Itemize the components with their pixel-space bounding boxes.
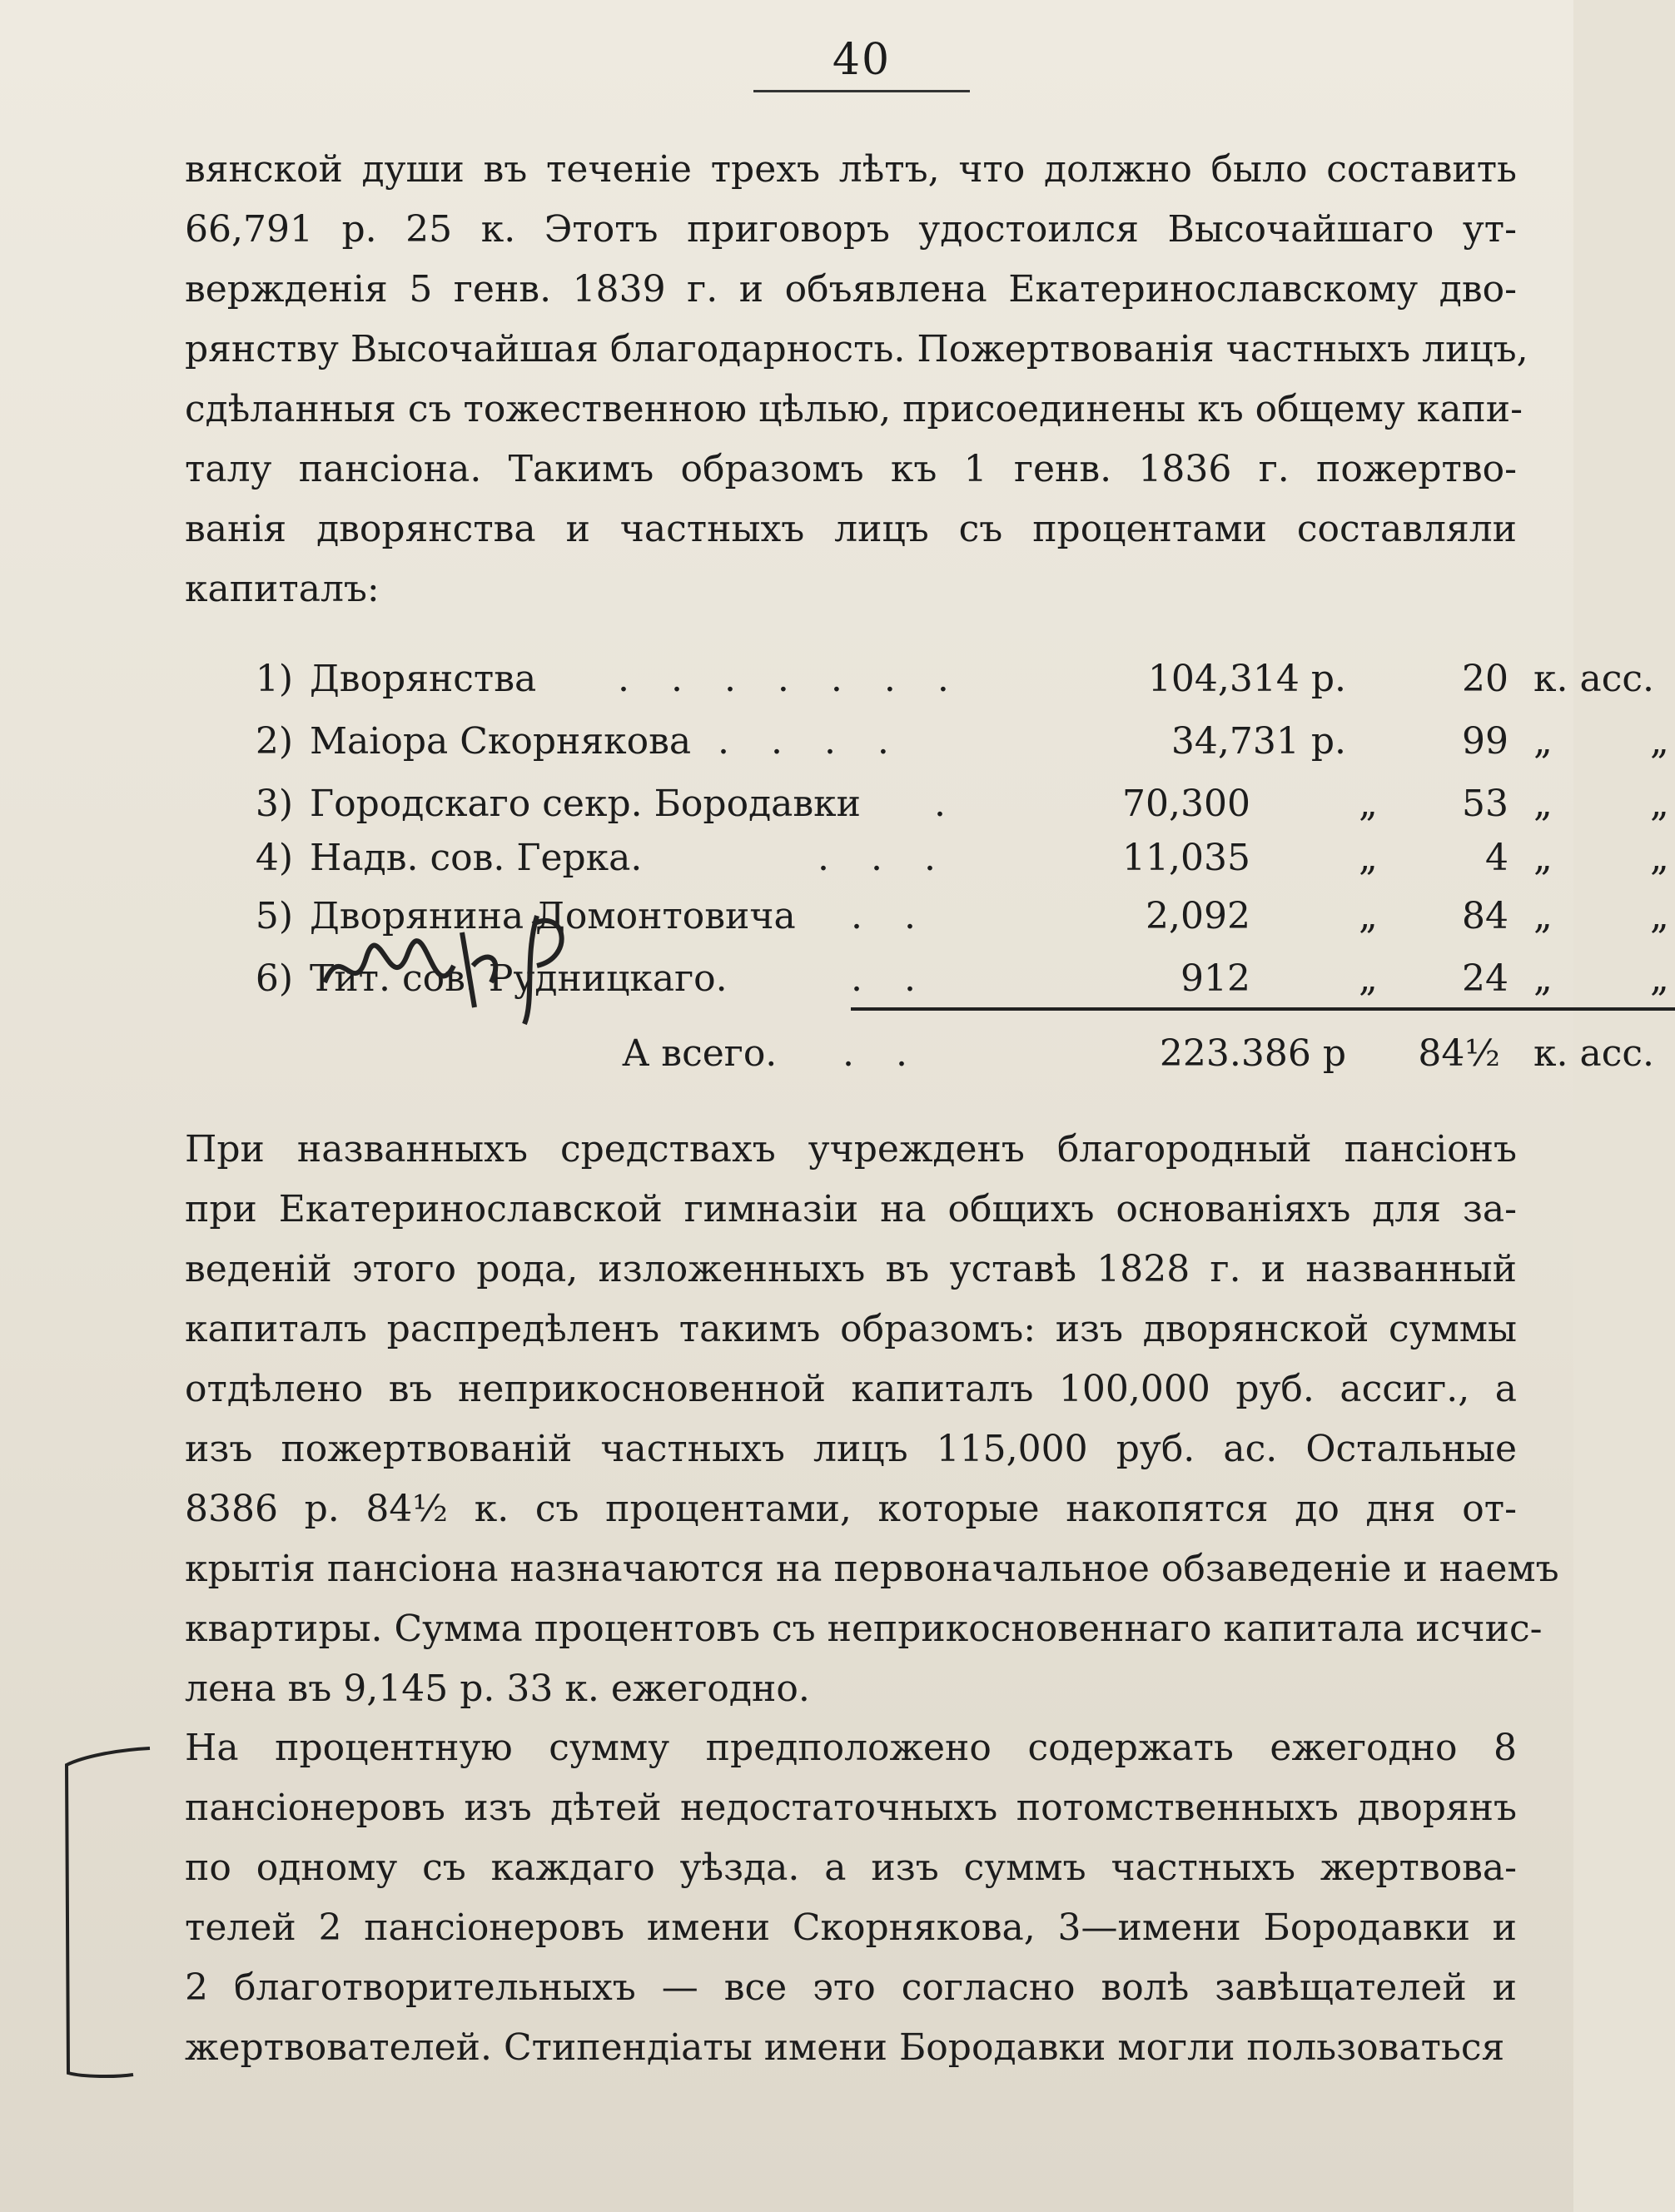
amount-kopecks: 84 (1462, 895, 1508, 937)
text-line: талу пансіона. Такимъ образомъ къ 1 генв. 1836 г. пожертво- (185, 448, 1517, 490)
text-line: ванія дворянства и частныхъ лицъ съ процентами составляли (185, 508, 1517, 550)
text-line: по одному съ каждаго уѣзда. а изъ суммъ частныхъ жертвова- (185, 1847, 1517, 1889)
leader-dots: . . . . (718, 720, 904, 763)
text-line: веденій этого рода, изложенныхъ въ уставѣ 1828 г. и названный (185, 1248, 1517, 1290)
ditto-mark: „ (1359, 957, 1378, 1000)
amount-rubles: 34,731 р. (1171, 720, 1346, 763)
paragraph-2 (185, 1120, 1559, 1719)
amount-kopecks: 53 (1462, 783, 1508, 825)
currency-suffix: к. асс. (1533, 658, 1654, 700)
donor-name: Дворянства (310, 658, 537, 700)
text-line: капиталъ распредѣленъ такимъ образомъ: изъ дворянской суммы (185, 1308, 1517, 1350)
text-line: 66,791 р. 25 к. Этотъ приговоръ удостоился Высочайшаго ут- (185, 208, 1517, 251)
row-number: 6) (255, 957, 293, 1000)
leader-dots: . . (842, 1032, 922, 1075)
text-line: отдѣлено въ неприкосновенной капиталъ 100,000 руб. ассиг., а (185, 1368, 1517, 1410)
donation-row (185, 774, 1669, 834)
text-line: капиталъ: (185, 568, 380, 610)
text-line: изъ пожертвованій частныхъ лицъ 115,000 руб. ас. Остальные (185, 1428, 1517, 1470)
text-line: при Екатеринославской гимназіи на общихъ основаніяхъ для за- (185, 1188, 1517, 1230)
amount-rubles: 104,314 р. (1147, 658, 1346, 700)
text-line: пансіонеровъ изъ дѣтей недостаточныхъ потомственныхъ дворянъ (185, 1787, 1517, 1829)
text-line: квартиры. Сумма процентовъ съ неприкосновеннаго капитала исчис- (185, 1608, 1543, 1650)
ditto-mark: „ (1533, 957, 1553, 1000)
amount-rubles: 70,300 (1122, 783, 1250, 825)
donation-row (185, 828, 1669, 888)
amount-kopecks: 4 (1485, 837, 1508, 879)
row-number: 2) (255, 720, 293, 763)
ditto-mark: „ (1650, 837, 1669, 879)
ditto-mark: „ (1533, 720, 1553, 763)
total-rubles: 223.386 р (1159, 1032, 1346, 1075)
amount-kopecks: 20 (1462, 658, 1508, 700)
ditto-mark: „ (1650, 720, 1669, 763)
leader-dots: . . . (818, 837, 951, 879)
amount-kopecks: 24 (1462, 957, 1508, 1000)
total-row (185, 1024, 1654, 1084)
amount-rubles: 11,035 (1122, 837, 1250, 879)
leader-dots: . . (851, 895, 931, 937)
page-number-underline (753, 90, 970, 92)
ditto-mark: „ (1650, 957, 1669, 1000)
row-number: 4) (255, 837, 293, 879)
handwritten-annotation (316, 907, 616, 1024)
page-number: 40 (832, 35, 892, 85)
ditto-mark: „ (1650, 895, 1669, 937)
text-line: 2 благотворительныхъ — все это согласно волѣ завѣщателей и (185, 1966, 1517, 2009)
text-line: лена въ 9,145 р. 33 к. ежегодно. (185, 1668, 810, 1710)
text-line: 8386 р. 84½ к. съ процентами, которые накопятся до дня от- (185, 1488, 1517, 1530)
leader-dots: . (934, 783, 961, 825)
donor-name: Надв. сов. Герка. (310, 837, 643, 879)
ditto-mark: „ (1533, 895, 1553, 937)
donor-name: Тит. сов. Рудницкаго. (310, 957, 728, 1000)
row-number: 1) (255, 658, 293, 700)
amount-rubles: 912 (1180, 957, 1250, 1000)
sum-rule (851, 1007, 1675, 1011)
text-line: крытія пансіона назначаются на первоначальное обзаведеніе и наемъ (185, 1548, 1559, 1590)
text-line: На процентную сумму предположено содержать ежегодно 8 (185, 1727, 1517, 1769)
text-line: сдѣланныя съ тожественною цѣлью, присоединены къ общему капи- (185, 388, 1523, 430)
donor-name: Маіора Скорнякова (310, 720, 692, 763)
donation-row (185, 649, 1654, 709)
ditto-mark: „ (1650, 783, 1669, 825)
paragraph-3 (185, 1718, 1517, 2078)
margin-bracket-mark (50, 1740, 158, 2090)
total-label: А всего. (622, 1032, 778, 1075)
donation-row (185, 712, 1669, 772)
ditto-mark: „ (1359, 837, 1378, 879)
text-line: рянству Высочайшая благодарность. Пожертвованія частныхъ лицъ, (185, 328, 1528, 370)
leader-dots: . . . . . . . (618, 658, 964, 700)
row-number: 3) (255, 783, 293, 825)
ditto-mark: „ (1359, 895, 1378, 937)
ditto-mark: „ (1533, 783, 1553, 825)
ditto-mark: „ (1359, 783, 1378, 825)
donor-name: Дворянина Домонтовича (310, 895, 796, 937)
text-line: При названныхъ средствахъ учрежденъ благородный пансіонъ (185, 1128, 1517, 1171)
leader-dots: . . (851, 957, 931, 1000)
text-line: телей 2 пансіонеровъ имени Скорнякова, 3—имени Бородавки и (185, 1906, 1517, 1949)
donor-name: Городскаго секр. Бородавки (310, 783, 861, 825)
row-number: 5) (255, 895, 293, 937)
amount-rubles: 2,092 (1146, 895, 1250, 937)
text-line: вержденія 5 генв. 1839 г. и объявлена Екатеринославскому дво- (185, 268, 1517, 311)
amount-kopecks: 99 (1462, 720, 1508, 763)
total-kopecks: 84½ (1418, 1032, 1500, 1075)
paragraph-1 (185, 140, 1528, 619)
total-suffix: к. асс. (1533, 1032, 1654, 1075)
ditto-mark: „ (1533, 837, 1553, 879)
text-line: вянской души въ теченіе трехъ лѣтъ, что должно было составить (185, 148, 1517, 191)
text-line: жертвователей. Стипендіаты имени Бородавки могли пользоваться (185, 2026, 1505, 2069)
